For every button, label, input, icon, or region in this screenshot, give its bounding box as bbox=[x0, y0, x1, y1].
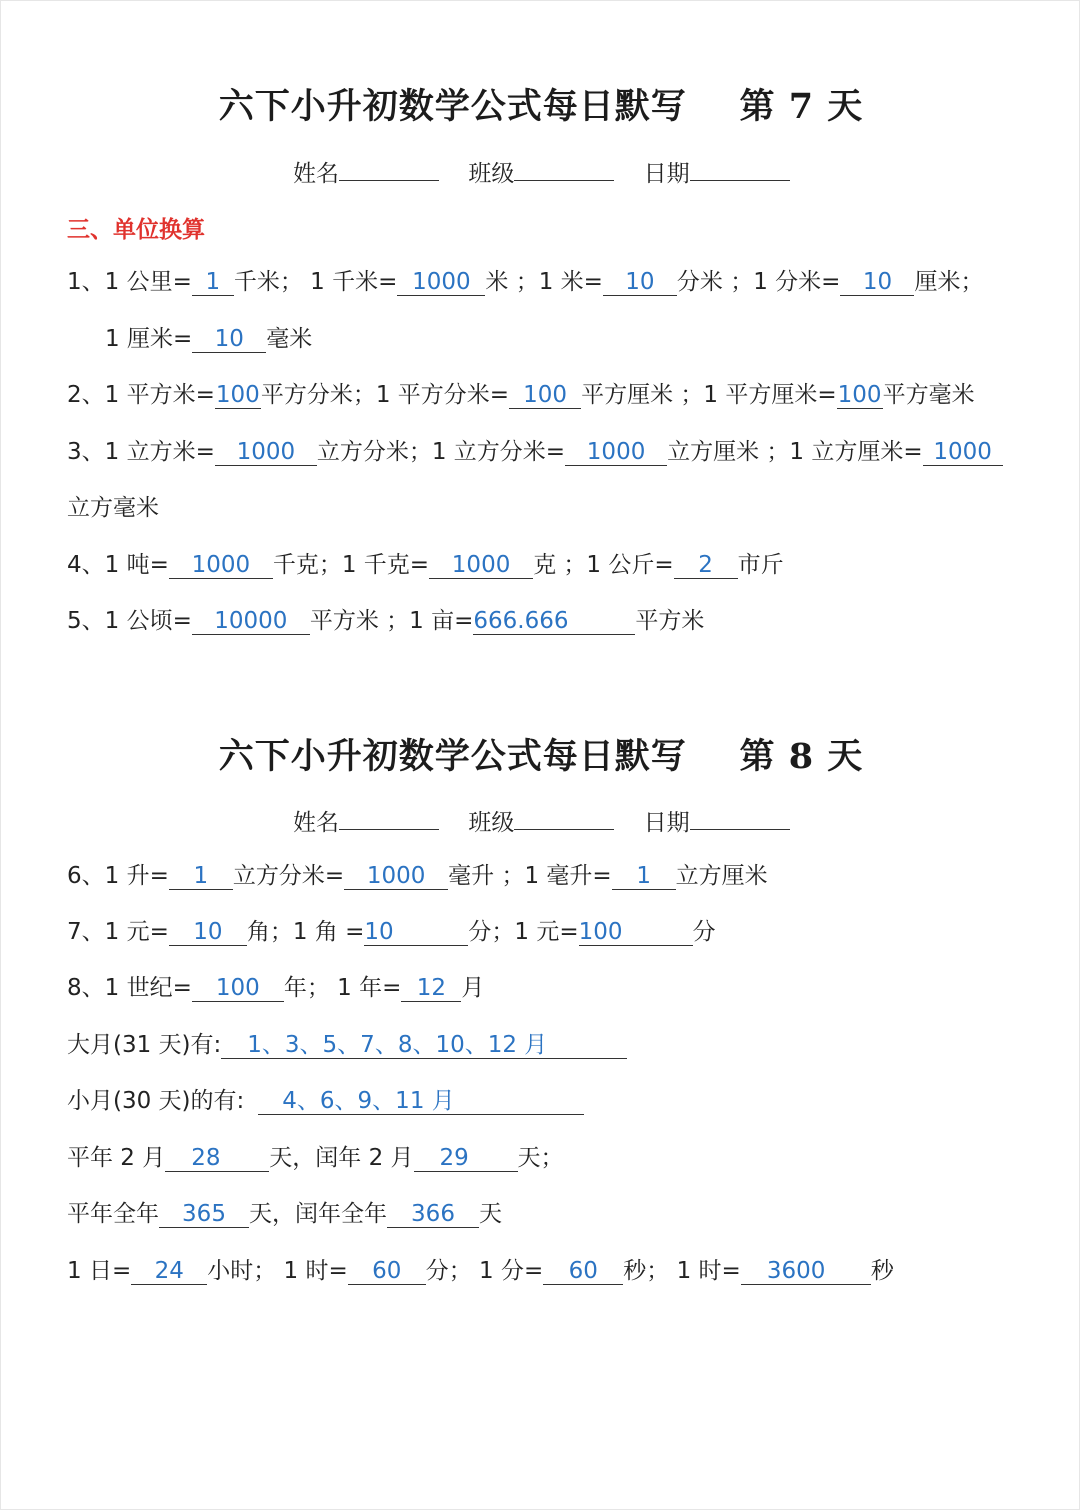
class-field[interactable] bbox=[468, 155, 614, 188]
answer-blank: 100 bbox=[215, 382, 260, 408]
section-title: 三、单位换算 bbox=[67, 217, 205, 243]
answer-blank: 1000 bbox=[397, 269, 485, 296]
text: 小月(30 天)的有: bbox=[67, 1088, 245, 1114]
year-days bbox=[67, 1199, 502, 1229]
text: 立方分米；1 立方分米= bbox=[316, 439, 566, 465]
text: 平年全年 bbox=[67, 1201, 159, 1227]
item-2-area bbox=[67, 380, 975, 410]
text: 秒； 1 时= bbox=[623, 1258, 741, 1284]
text: 分 bbox=[692, 919, 716, 945]
answer-blank: 100 bbox=[509, 382, 581, 409]
answer-blank: 29 bbox=[414, 1145, 518, 1172]
answer-blank: 60 bbox=[348, 1258, 426, 1285]
day8-student-info bbox=[293, 804, 812, 837]
text: 平方米 ；1 亩= bbox=[309, 608, 474, 634]
text: 1、1 公里= bbox=[67, 269, 192, 295]
text: 小时； 1 时= bbox=[207, 1258, 348, 1284]
name-blank[interactable] bbox=[339, 811, 439, 830]
answer-blank: 1000 bbox=[215, 439, 317, 466]
item-6-capacity bbox=[67, 861, 768, 891]
name-label: 姓名 bbox=[293, 161, 339, 187]
day8-title: 六下小升初数学公式每日默写 第 8 天 bbox=[218, 736, 864, 777]
text: 角；1 角 = bbox=[246, 919, 365, 945]
class-field[interactable] bbox=[468, 804, 614, 837]
text: 8、1 世纪= bbox=[67, 975, 192, 1001]
day7-title: 六下小升初数学公式每日默写 第 7 天 bbox=[218, 86, 864, 127]
text: 立方分米= bbox=[232, 863, 345, 889]
date-field[interactable] bbox=[644, 155, 790, 188]
text: 3、1 立方米= bbox=[67, 439, 215, 465]
text: 2、1 平方米= bbox=[67, 382, 215, 408]
answer-blank: 12 bbox=[401, 975, 461, 1002]
text: 天，闰年 2 月 bbox=[269, 1145, 414, 1171]
item-3-volume-cont bbox=[67, 493, 159, 523]
text: 平年 2 月 bbox=[67, 1145, 166, 1171]
date-field[interactable] bbox=[644, 804, 790, 837]
name-blank[interactable] bbox=[339, 162, 439, 181]
date-blank[interactable] bbox=[690, 811, 790, 830]
date-label: 日期 bbox=[643, 161, 690, 187]
answer-blank: 366 bbox=[387, 1201, 479, 1228]
text: 市斤 bbox=[737, 552, 784, 578]
text: 4、1 吨= bbox=[67, 552, 169, 578]
text: 立方毫米 bbox=[67, 495, 159, 521]
answer-blank: 1000 bbox=[429, 552, 533, 579]
answer-blank: 24 bbox=[131, 1258, 207, 1285]
answer-blank: 10 bbox=[840, 269, 914, 296]
answer-blank: 1、3、5、7、8、10、12 月 bbox=[221, 1032, 627, 1059]
class-label: 班级 bbox=[468, 161, 515, 187]
answer-blank: 1000 bbox=[565, 439, 667, 466]
text: 天，闰年全年 bbox=[249, 1201, 387, 1227]
class-blank[interactable] bbox=[514, 162, 614, 181]
answer-blank: 10 bbox=[603, 269, 677, 296]
text: 克 ；1 公斤= bbox=[533, 552, 674, 578]
answer-blank: 1000 bbox=[923, 439, 1003, 466]
text: 7、1 元= bbox=[67, 919, 169, 945]
answer-blank: 1 bbox=[169, 863, 233, 890]
text: 天； bbox=[517, 1145, 564, 1171]
text: 千克；1 千克= bbox=[272, 552, 430, 578]
answer-blank: 1000 bbox=[169, 552, 273, 579]
text: 月 bbox=[461, 975, 485, 1001]
text: 秒 bbox=[870, 1258, 894, 1284]
big-months bbox=[67, 1030, 627, 1060]
text: 年； 1 年= bbox=[283, 975, 402, 1001]
text: 千米； 1 千米= bbox=[233, 269, 398, 295]
text: 天 bbox=[479, 1201, 502, 1227]
text: 1 日= bbox=[67, 1258, 132, 1284]
text: 平方毫米 bbox=[882, 382, 975, 408]
answer-blank: 10000 bbox=[192, 608, 310, 635]
february-days bbox=[67, 1143, 564, 1173]
name-field[interactable] bbox=[293, 155, 439, 188]
answer-blank: 100 bbox=[837, 382, 882, 408]
text: 1 厘米= bbox=[105, 326, 193, 352]
name-field[interactable] bbox=[293, 804, 439, 837]
answer-blank: 1 bbox=[192, 269, 234, 296]
answer-blank: 60 bbox=[543, 1258, 623, 1285]
item-1-length bbox=[67, 267, 983, 297]
answer-blank: 1 bbox=[612, 863, 676, 890]
answer-blank: 2 bbox=[674, 552, 738, 579]
text: 毫升 ；1 毫升= bbox=[448, 863, 612, 889]
item-3-volume bbox=[67, 437, 1003, 467]
class-blank[interactable] bbox=[514, 811, 614, 830]
answer-blank: 666.666 bbox=[473, 608, 635, 635]
text: 分； 1 分= bbox=[425, 1258, 544, 1284]
date-blank[interactable] bbox=[690, 162, 790, 181]
text: 平方米 bbox=[635, 608, 705, 634]
text: 立方厘米 bbox=[675, 863, 768, 889]
answer-blank: 10 bbox=[364, 919, 468, 946]
item-8-time bbox=[67, 973, 484, 1003]
hours-minutes-seconds bbox=[67, 1256, 894, 1286]
answer-blank: 3600 bbox=[741, 1258, 871, 1285]
item-1-length-cont bbox=[105, 324, 312, 354]
text: 6、1 升= bbox=[67, 863, 169, 889]
item-4-mass bbox=[67, 550, 784, 580]
text: 厘米； bbox=[914, 269, 984, 295]
name-label: 姓名 bbox=[293, 810, 339, 836]
text: 毫米 bbox=[266, 326, 313, 352]
text: 分米 ；1 分米= bbox=[676, 269, 841, 295]
day7-student-info bbox=[293, 155, 812, 188]
answer-blank: 365 bbox=[159, 1201, 249, 1228]
answer-blank: 4、6、9、11 月 bbox=[258, 1088, 584, 1115]
answer-blank: 1000 bbox=[344, 863, 448, 890]
text: 分；1 元= bbox=[468, 919, 579, 945]
answer-blank: 10 bbox=[169, 919, 247, 946]
item-5-land-area bbox=[67, 606, 704, 636]
answer-blank: 100 bbox=[192, 975, 284, 1002]
small-months bbox=[67, 1086, 584, 1116]
answer-blank: 100 bbox=[579, 919, 693, 946]
answer-blank: 10 bbox=[192, 326, 266, 353]
date-label: 日期 bbox=[643, 810, 690, 836]
text: 立方厘米 ；1 立方厘米= bbox=[667, 439, 923, 465]
text: 平方厘米 ；1 平方厘米= bbox=[581, 382, 837, 408]
text: 平方分米；1 平方分米= bbox=[260, 382, 510, 408]
text: 大月(31 天)有: bbox=[67, 1032, 222, 1058]
answer-blank: 28 bbox=[165, 1145, 269, 1172]
text: 5、1 公顷= bbox=[67, 608, 192, 634]
text: 米 ；1 米= bbox=[485, 269, 603, 295]
item-7-currency bbox=[67, 917, 716, 947]
class-label: 班级 bbox=[468, 810, 515, 836]
